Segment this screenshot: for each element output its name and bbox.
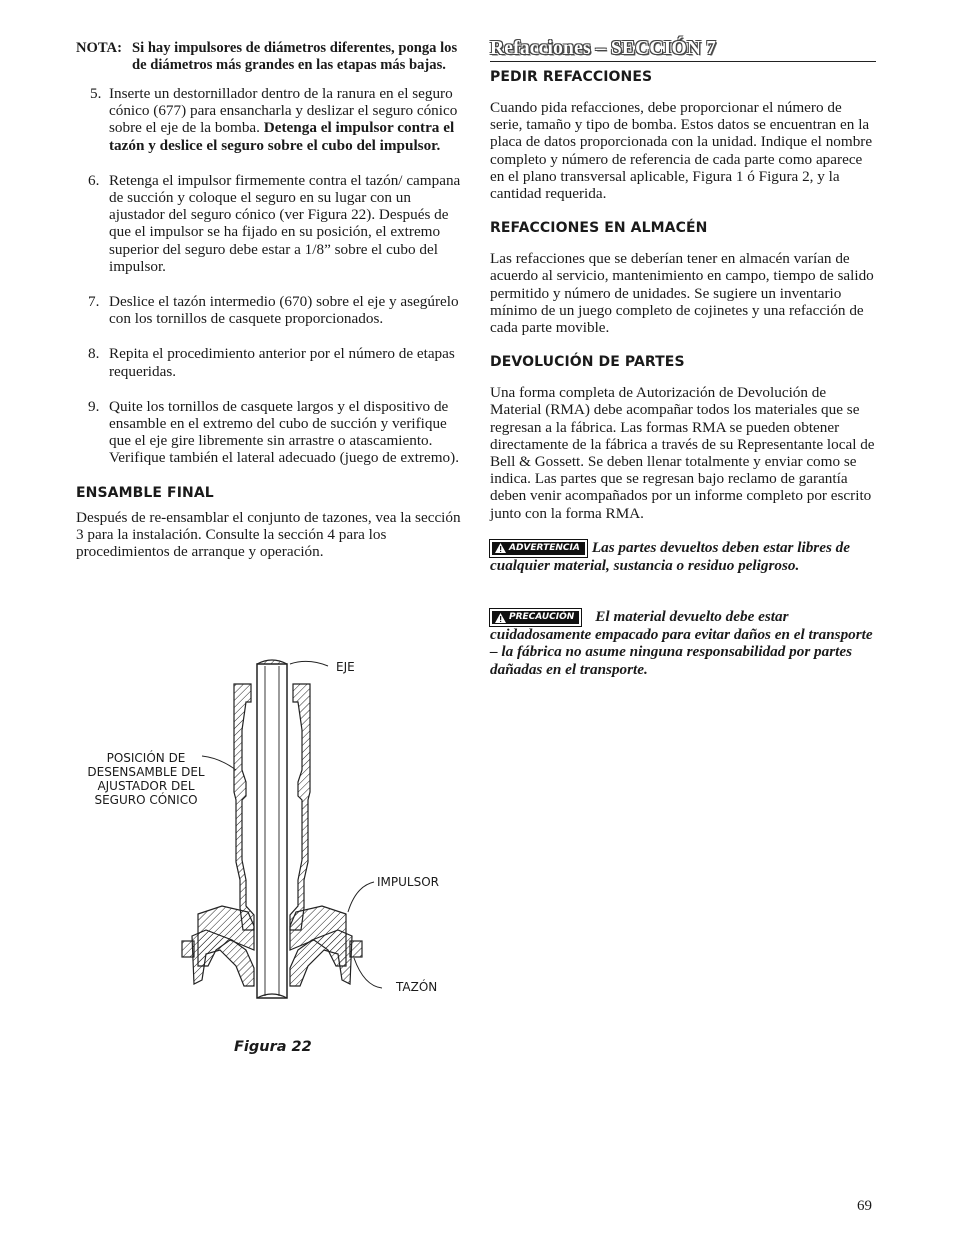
final-assembly-text: Después de re-ensamblar el conjunto de tazones, vea la sección 3 para la instalación. Consulte la sección 4 para los procedimientos de arranque y operación. [76,508,461,561]
section-title: Refacciones – SECCIÓN 7 [490,38,876,62]
step-6 [76,172,464,275]
caution-text: El material devuelto debe estar cuidadosamente empacado para evitar daños en el transporte – la fábrica no asume ninguna responsabilidad por partes dañadas en el transporte. [490,608,873,678]
note-label: NOTA: [76,40,122,56]
caution-block [490,608,876,678]
right-column [490,38,876,678]
step-text: Repita el procedimiento anterior por el número de etapas requeridas. [109,345,455,380]
step-7 [76,293,464,327]
step-text: Quite los tornillos de casquete largos y el dispositivo de ensamble en el extremo del cubo de succión y verifique que el eje gire libremente sin arrastre o atascamiento. Verifique también el lateral adecuado (juego de extremo). [109,397,459,467]
warning-badge [490,540,587,557]
final-assembly-heading: ENSAMBLE FINAL [76,484,214,501]
stock-parts-heading: REFACCIONES EN ALMACÉN [490,220,708,237]
warning-triangle-icon [495,543,506,553]
order-parts-heading: PEDIR REFACCIONES [490,69,653,85]
figure-22-diagram [150,650,470,1020]
step-number: 9. [88,397,100,415]
step-plain-text: Inserte un destornillador dentro de la ranura en el seguro cónico (677) para ensancharla y deslizar el seguro cónico sobre el eje de la bomba. [109,85,458,137]
step-5 [76,85,464,154]
label-posicion-desensamble: POSICIÓN DE DESENSAMBLE DEL AJUSTADOR DEL SEGURO CÓNICO [87,751,205,807]
warning-text: Las partes devueltos deben estar libres de cualquier material, sustancia o residuo peligroso. [490,538,850,574]
step-8 [76,345,464,379]
step-number: 8. [88,345,100,363]
note-text: Si hay impulsores de diámetros diferentes, ponga los de diámetros más grandes en las etapas más bajas. [132,40,458,73]
step-number: 7. [88,293,100,311]
return-parts-text: Una forma completa de Autorización de Devolución de Material (RMA) debe acompañar todos los materiales que se regresan a la fábrica. Las formas RMA se pueden obtener directamente de la fábrica a través de su Representante local de Bell & Gossett. Se deben llenar totalmente y enviar como se indica. Las partes que se regresan bajo reclamo de garantía deben venir acompañados por un informe completo por escrito junto con la forma RMA. [490,384,875,522]
step-number: 6. [88,171,100,189]
step-text [109,85,464,154]
page-number: 69 [857,1198,872,1214]
caution-badge [490,609,581,626]
warning-block [490,539,876,574]
label-tazon: TAZÓN [396,980,438,994]
stock-parts-text: Las refacciones que se deberían tener en almacén varían de acuerdo al servicio, mantenimiento en campo, tiempo de salido permitido y número de unidades. Se sugiere un inventario mínimo de un juego completo de cojinetes y una refacción de cada parte movible. [490,250,874,337]
order-parts-text: Cuando pida refacciones, debe proporcionar el número de serie, tamaño y tipo de bomba. Estos datos se encuentran en la placa de datos proporcionada con la unidad. Indique el nombre completo y número de referencia de cada parte como aparece en el plano transversal aplicable, Figura 1 ó Figura 2, y la cantidad requerida. [490,99,873,203]
left-column [76,40,464,560]
label-impulsor: IMPULSOR [377,875,439,889]
return-parts-heading: DEVOLUCIÓN DE PARTES [490,354,685,371]
caution-triangle-icon [495,613,506,623]
label-eje: EJE [336,660,355,674]
step-number: 5. [90,85,102,102]
step-text: Retenga el impulsor firmemente contra el tazón/ campana de succión y coloque el seguro en su lugar con un ajustador del seguro cónico (ver Figura 22). Después de que el impulsor se ha fijado en su posición, el extremo superior del seguro debe estar a 1/8” sobre el cubo del impulsor. [109,171,461,275]
warning-badge-label: ADVERTENCIA [509,542,580,553]
step-bold-text: Detenga el impulsor contra el tazón y deslice el seguro sobre el cubo del impulsor. [109,119,455,154]
caution-badge-label: PRECAUCIÓN [509,612,575,622]
note-block [76,40,464,74]
figure-caption: Figura 22 [234,1039,312,1055]
step-9 [76,398,464,467]
step-text: Deslice el tazón intermedio (670) sobre el eje y asegúrelo con los tornillos de casquete proporcionados. [109,293,459,328]
